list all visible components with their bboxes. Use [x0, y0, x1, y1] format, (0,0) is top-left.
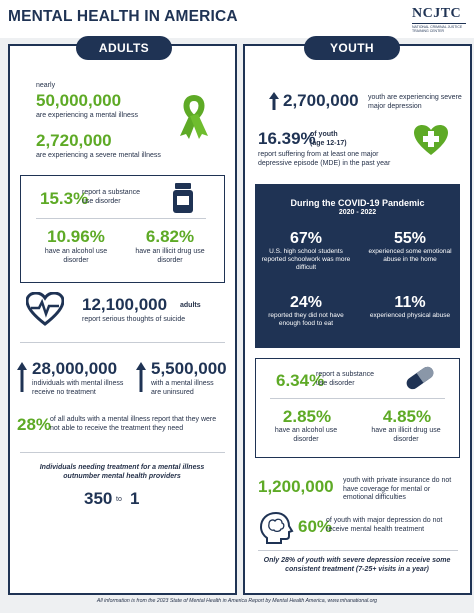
- awareness-ribbon-icon: [174, 94, 214, 140]
- arrow-up-icon: [17, 362, 27, 392]
- capsule-icon: [402, 364, 438, 392]
- youth-mde-text: report suffering from at least one major depressive episode (MDE) in the past year: [258, 151, 391, 167]
- adults-alcohol-text: have an alcohol use disorder: [44, 248, 108, 264]
- arrow-up-icon: [269, 92, 279, 110]
- youth-alcohol-text: have an alcohol use disorder: [274, 427, 338, 443]
- adults-uninsured-text: with a mental illness are uninsured: [151, 380, 214, 396]
- youth-no-treatment-text: of youth with major depression do not receive mental health treatment: [326, 517, 443, 533]
- adults-no-treatment-value: 28,000,000: [32, 359, 118, 378]
- covid-emotional-text: experienced some emotional abuse in the home: [368, 248, 452, 263]
- youth-sud-text: report a substance use disorder: [316, 371, 374, 387]
- ratio-left: 350: [84, 489, 113, 508]
- adults-ratio-text: Individuals needing treatment for a mental illness outnumber mental health providers: [39, 464, 205, 480]
- adults-alcohol-value: 10.96%: [47, 227, 105, 246]
- youth-mde-value: 16.39%: [258, 129, 316, 148]
- covid-schoolwork-text: U.S. high school students reported schoolwork was more difficult: [261, 248, 351, 271]
- arrow-up-icon: [136, 362, 146, 392]
- youth-alcohol-value: 2.85%: [282, 407, 332, 426]
- ratio-right: 1: [130, 489, 140, 508]
- adults-no-treatment-text: individuals with mental illness receive no treatment: [32, 380, 124, 396]
- adults-suicide-text: report serious thoughts of suicide: [82, 316, 186, 323]
- youth-sud-value: 6.34%: [276, 371, 325, 390]
- covid-physical-text: experienced physical abuse: [369, 312, 451, 319]
- adults-suicide-value: 12,100,000: [82, 295, 168, 314]
- page-title: MENTAL HEALTH IN AMERICA: [8, 8, 238, 25]
- adults-mental-illness-text: are experiencing a mental illness: [36, 112, 138, 119]
- youth-mde-age: (age 12-17): [310, 140, 347, 147]
- youth-heading: YOUTH: [304, 36, 400, 60]
- ratio-to: to: [116, 496, 122, 503]
- nearly-label: nearly: [36, 82, 56, 89]
- adults-suicide-unit: adults: [180, 302, 201, 309]
- youth-consistent-text: Only 28% of youth with severe depression receive some consistent treatment (7-25+ visits in a year): [263, 557, 451, 573]
- adults-mental-illness-value: 50,000,000: [36, 91, 122, 110]
- adults-sud-text: report a substance use disorder: [82, 189, 140, 205]
- adults-heading: ADULTS: [76, 36, 172, 60]
- covid-schoolwork-value: 67%: [289, 230, 323, 247]
- adults-uninsured-value: 5,500,000: [151, 359, 227, 378]
- adults-sud-value: 15.3%: [40, 189, 89, 208]
- adults-drug-value: 6.82%: [145, 227, 195, 246]
- adults-unable-text: of all adults with a mental illness report that they were not able to receive the treatment they need: [50, 416, 217, 432]
- covid-food-text: reported they did not have enough food to eat: [268, 312, 344, 327]
- heart-plus-icon: [413, 124, 449, 156]
- adults-severe-text: are experiencing a severe mental illness: [36, 152, 161, 159]
- covid-food-value: 24%: [289, 294, 323, 311]
- brain-head-icon: [256, 510, 296, 544]
- footer-source: All information is from the 2023 State of Mental Health in America Report by Mental Health America, www.mhanational.org: [96, 598, 378, 604]
- header: [0, 0, 474, 38]
- covid-emotional-value: 55%: [393, 230, 427, 247]
- covid-physical-value: 11%: [394, 294, 426, 311]
- adults-unable-value: 28%: [17, 415, 52, 434]
- covid-title: During the COVID-19 Pandemic: [290, 198, 425, 208]
- youth-depression-text: youth are experiencing severe major depression: [368, 94, 462, 110]
- youth-mde-ofyouth: of youth: [310, 131, 338, 138]
- pill-bottle-icon: [172, 183, 194, 213]
- youth-drug-value: 4.85%: [382, 407, 432, 426]
- ncjtc-logo: [412, 6, 466, 32]
- youth-no-treatment-value: 60%: [298, 517, 333, 536]
- logo-text: NCJTC: [412, 6, 462, 21]
- youth-insurance-value: 1,200,000: [258, 477, 334, 496]
- logo-subtitle: NATIONAL CRIMINAL JUSTICE TRAINING CENTER: [412, 25, 463, 33]
- adults-drug-text: have an illicit drug use disorder: [135, 248, 205, 264]
- adults-severe-value: 2,720,000: [36, 131, 112, 150]
- youth-drug-text: have an illicit drug use disorder: [371, 427, 441, 443]
- covid-years: 2020 - 2022: [338, 209, 377, 216]
- heart-pulse-icon: [26, 292, 64, 326]
- youth-insurance-text: youth with private insurance do not have coverage for mental or emotional difficulties: [343, 477, 452, 501]
- youth-depression-value: 2,700,000: [283, 91, 359, 110]
